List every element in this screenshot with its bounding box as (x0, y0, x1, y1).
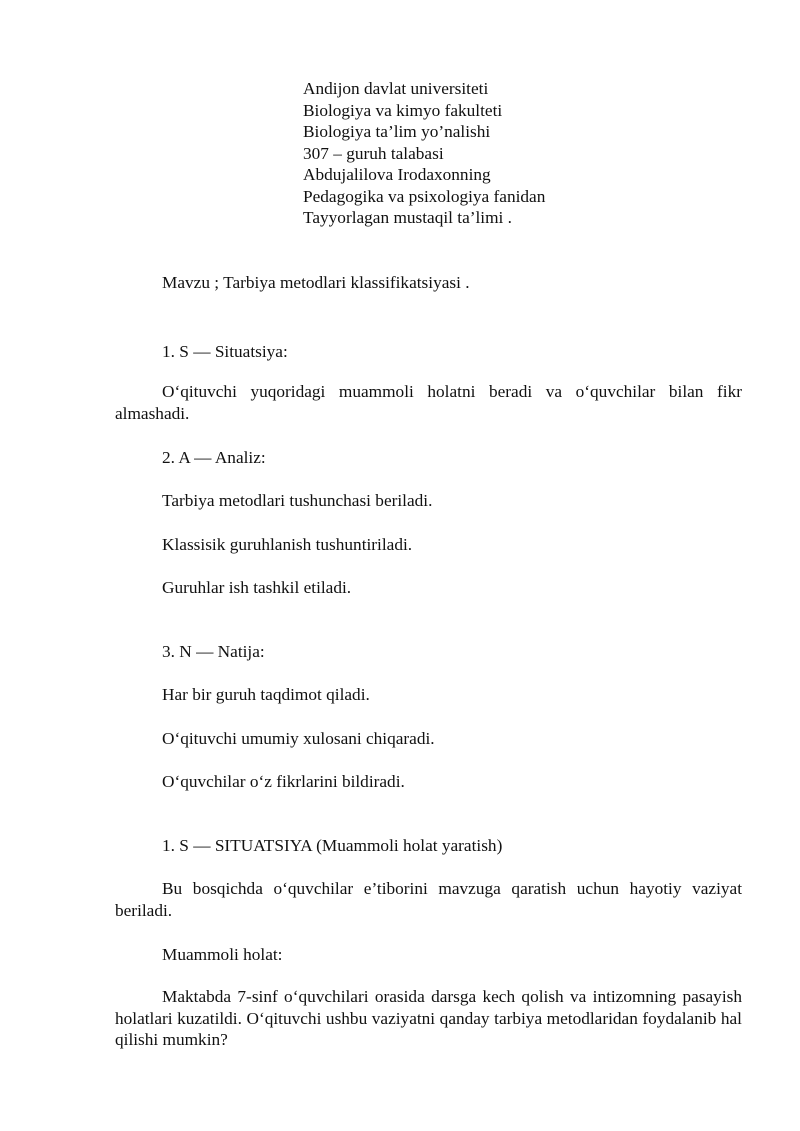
natija-heading: 3. N — Natija: (162, 642, 265, 661)
topic-line: Mavzu ; Tarbiya metodlari klassifikatsiyasi . (162, 273, 470, 292)
analiz-item: Guruhlar ish tashkil etiladi. (162, 578, 352, 597)
situatsiya-detail-heading: 1. S — SITUATSIYA (Muammoli holat yaratish) (162, 836, 503, 855)
analiz-heading: 2. A — Analiz: (162, 448, 266, 467)
natija-item: O‘quvchilar o‘z fikrlarini bildiradi. (162, 772, 405, 791)
analiz-item: Tarbiya metodlari tushunchasi beriladi. (162, 491, 433, 510)
header-student: Abdujalilova Irodaxonning (303, 165, 491, 184)
situatsiya-detail-paragraph: Bu bosqichda o‘quvchilar e’tiborini mavzuga qaratish uchun hayotiy vaziyat beriladi. (115, 879, 742, 920)
natija-item: O‘qituvchi umumiy xulosani chiqaradi. (162, 729, 435, 748)
header-group: 307 – guruh talabasi (303, 143, 444, 163)
situatsiya-paragraph: O‘qituvchi yuqoridagi muammoli holatni beradi va o‘quvchilar bilan fikr almashadi. (115, 382, 742, 423)
natija-item: Har bir guruh taqdimot qiladi. (162, 685, 370, 704)
header-university: Andijon davlat universiteti (303, 79, 489, 98)
situatsiya-heading: 1. S — Situatsiya: (162, 342, 288, 361)
problem-label: Muammoli holat: (162, 945, 283, 964)
header-direction: Biologiya ta’lim yo’nalishi (303, 122, 491, 141)
header-faculty: Biologiya va kimyo fakulteti (303, 100, 503, 120)
header-subject: Pedagogika va psixologiya fanidan (303, 186, 546, 206)
title-block (303, 78, 545, 229)
problem-paragraph: Maktabda 7-sinf o‘quvchilari orasida darsga kech qolish va intizomning pasayish holatlari kuzatildi. O‘qituvchi ushbu vaziyatni qanday tarbiya metodlaridan foydalanib hal qilishi mumkin? (115, 987, 742, 1049)
analiz-item: Klassisik guruhlanish tushuntiriladi. (162, 535, 413, 554)
header-work-type: Tayyorlagan mustaqil ta’limi . (303, 208, 512, 227)
